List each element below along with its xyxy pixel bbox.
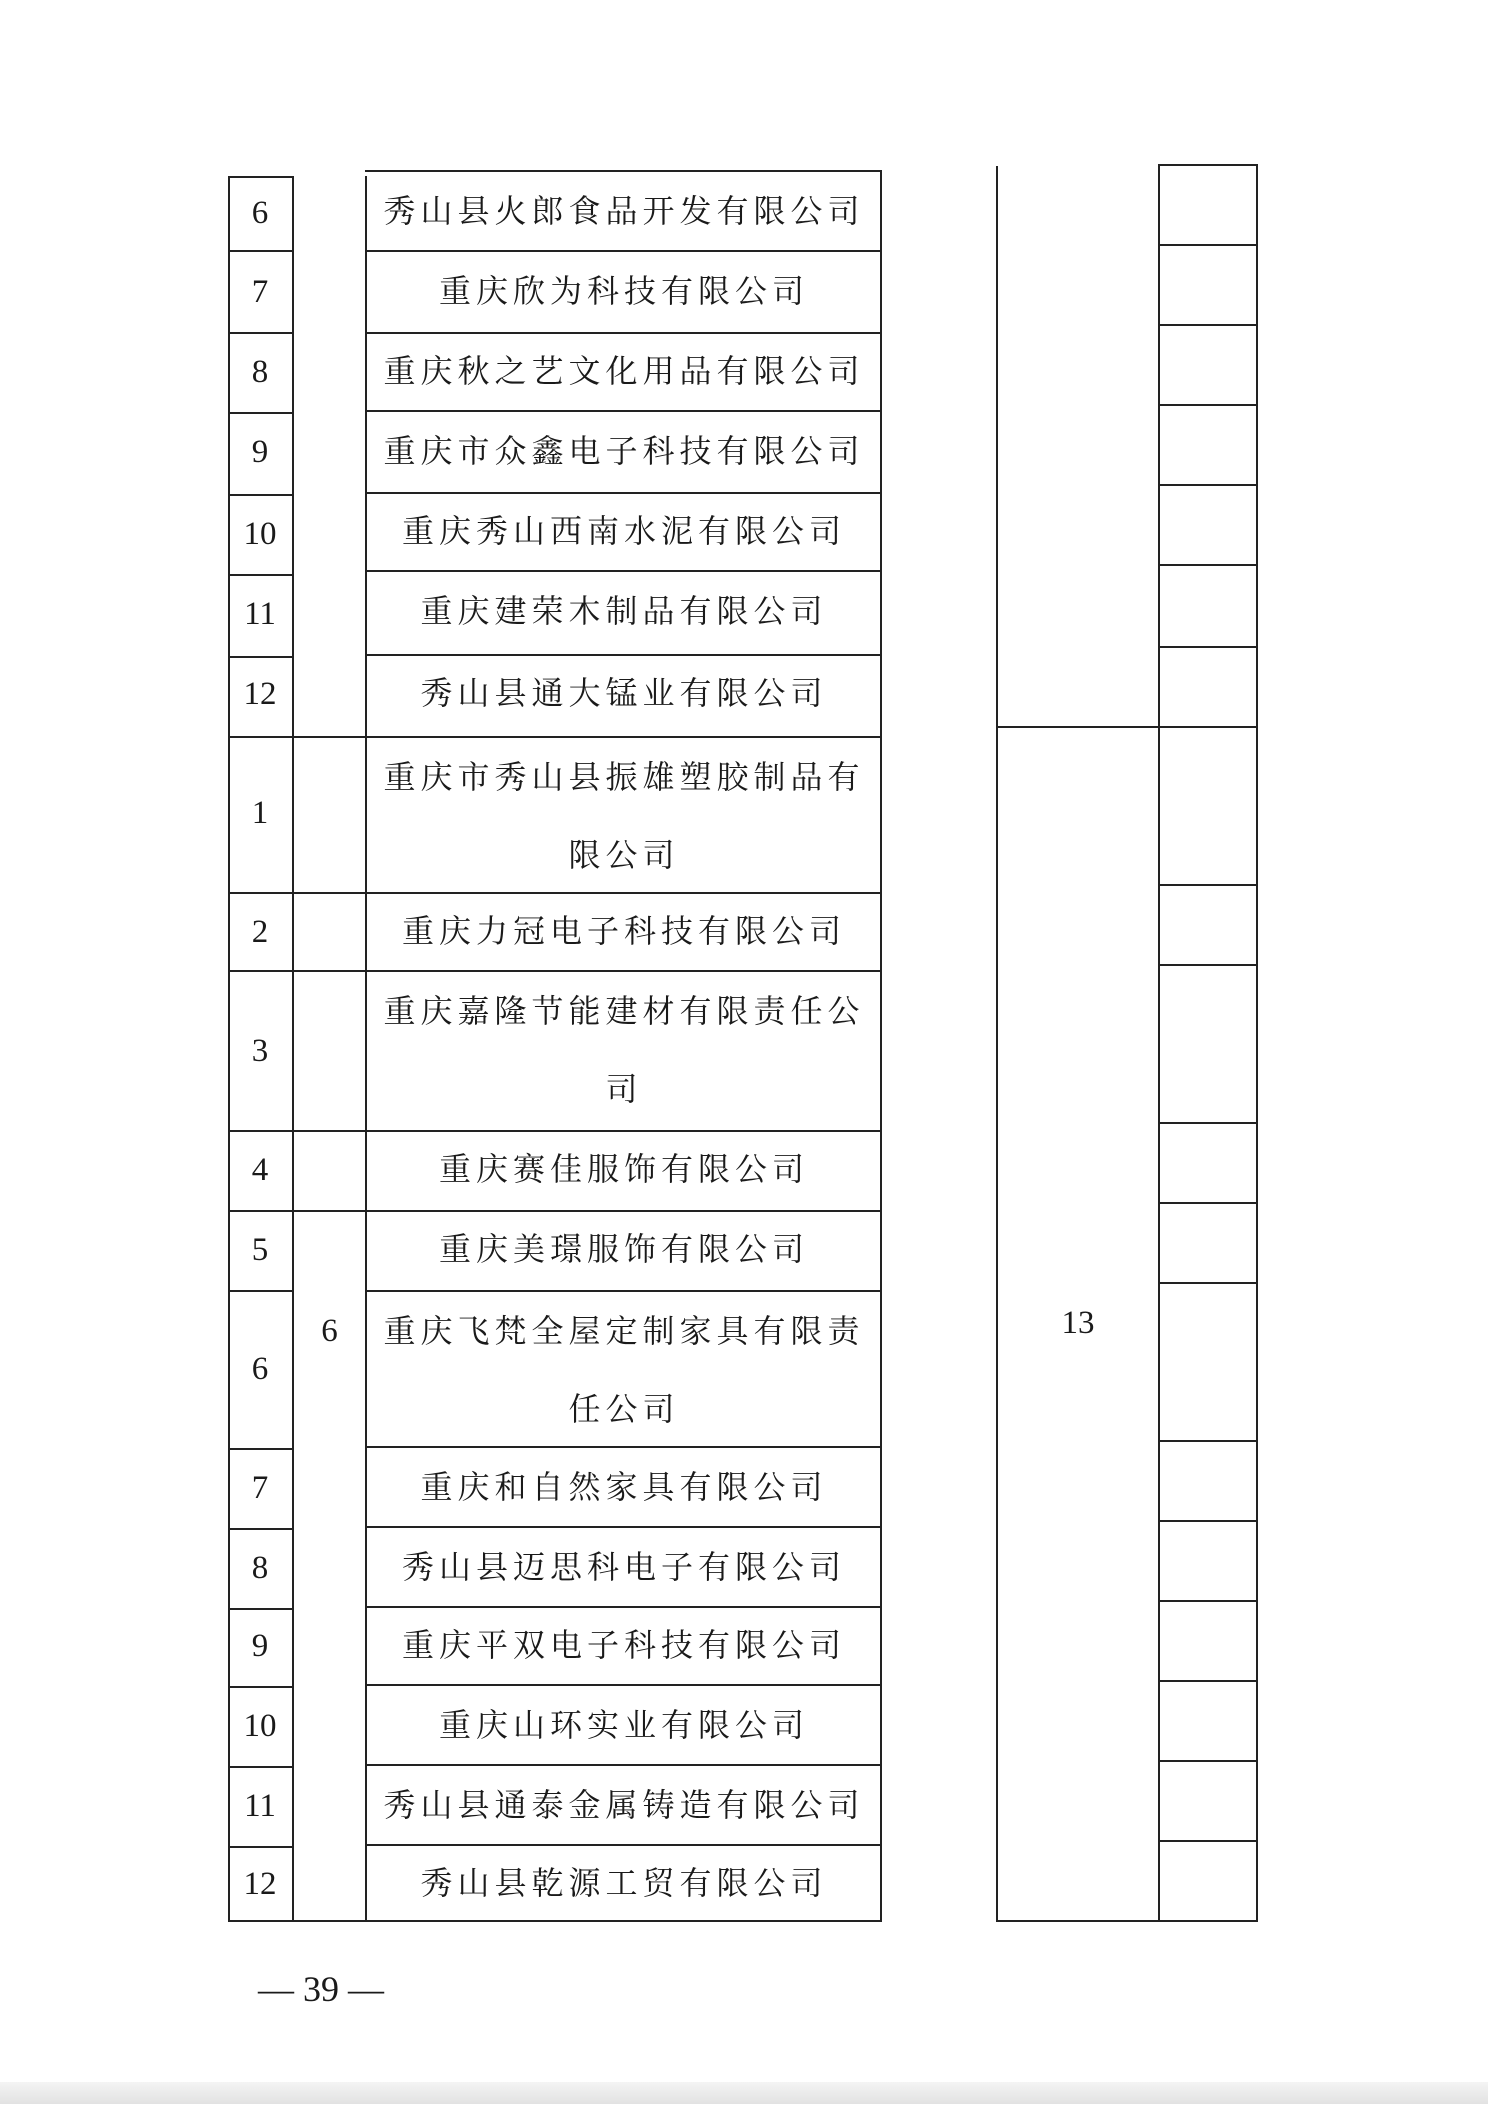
row-line: [228, 574, 294, 576]
row-line: [1158, 484, 1258, 486]
table-border-num: [292, 176, 294, 1922]
row-line: [228, 1448, 294, 1450]
company-name: 重庆飞梵全屋定制家具有限责任公司: [383, 1312, 865, 1428]
row-line: [1158, 244, 1258, 246]
row-line: [1158, 404, 1258, 406]
row-line: [1158, 884, 1258, 886]
batch-cell: 6: [321, 1313, 338, 1349]
count-cell: 13: [1061, 1305, 1095, 1341]
row-line: [228, 176, 294, 178]
row-number: 6: [251, 195, 269, 231]
row-line: [1158, 1122, 1258, 1124]
row-line: [1158, 1440, 1258, 1442]
row-number: 7: [251, 1470, 269, 1506]
row-number: 7: [251, 274, 269, 310]
row-line: [228, 1608, 294, 1610]
company-name: 秀山县火郎食品开发有限公司: [383, 192, 865, 230]
row-line: [228, 412, 294, 414]
scan-edge: [0, 2082, 1488, 2104]
row-number: 10: [243, 1708, 277, 1744]
row-number: 12: [243, 676, 277, 712]
company-name: 重庆市众鑫电子科技有限公司: [383, 432, 865, 470]
company-name: 重庆赛佳服饰有限公司: [438, 1150, 809, 1188]
row-line: [1158, 1840, 1258, 1842]
company-name: 重庆秋之艺文化用品有限公司: [383, 352, 865, 390]
row-number: 8: [251, 354, 269, 390]
table-border-name: [880, 170, 882, 1922]
row-line: [1158, 646, 1258, 648]
row-line: [228, 1290, 294, 1292]
row-line: [1158, 1600, 1258, 1602]
row-number: 3: [251, 1033, 269, 1069]
row-line: [1158, 964, 1258, 966]
row-number: 12: [243, 1866, 277, 1902]
row-line: [1158, 324, 1258, 326]
row-number: 4: [251, 1152, 269, 1188]
row-line: [228, 1766, 294, 1768]
table-border-right: [1256, 164, 1258, 1922]
row-line: [1158, 1680, 1258, 1682]
company-name: 重庆市秀山县振雄塑胶制品有限公司: [383, 758, 865, 874]
company-name: 重庆嘉隆节能建材有限责任公司: [383, 992, 865, 1108]
row-line: [1158, 1520, 1258, 1522]
row-line: [228, 656, 294, 658]
row-number: 1: [251, 795, 269, 831]
company-name: 秀山县迈思科电子有限公司: [401, 1548, 846, 1586]
row-number: 11: [244, 1788, 276, 1824]
table-border-count-right: [1158, 164, 1160, 1922]
row-line: [1158, 164, 1258, 166]
company-name: 秀山县乾源工贸有限公司: [420, 1864, 828, 1902]
row-line: [1158, 564, 1258, 566]
page-number: — 39 —: [258, 1969, 384, 2009]
company-name: 重庆建荣木制品有限公司: [420, 592, 828, 630]
row-line: [228, 332, 294, 334]
row-line: [1158, 1202, 1258, 1204]
company-name: 重庆美璟服饰有限公司: [438, 1230, 809, 1268]
row-line: [228, 250, 294, 252]
row-number: 8: [251, 1550, 269, 1586]
company-name: 重庆秀山西南水泥有限公司: [401, 512, 846, 550]
company-name: 重庆和自然家具有限公司: [420, 1468, 828, 1506]
row-line: [1158, 1760, 1258, 1762]
row-number: 11: [244, 596, 276, 632]
row-number: 10: [243, 516, 277, 552]
company-name: 重庆力冠电子科技有限公司: [401, 912, 846, 950]
company-name: 重庆山环实业有限公司: [438, 1706, 809, 1744]
row-number: 9: [251, 1628, 269, 1664]
company-name: 秀山县通泰金属铸造有限公司: [383, 1786, 865, 1824]
row-line: [228, 1846, 294, 1848]
table-border-count-left: [996, 166, 998, 1922]
row-line: [228, 1528, 294, 1530]
row-line: [1158, 1282, 1258, 1284]
company-name: 重庆欣为科技有限公司: [438, 272, 809, 310]
group-divider-right: [996, 726, 1258, 728]
row-line: [228, 494, 294, 496]
company-name: 秀山县通大锰业有限公司: [420, 674, 828, 712]
table-bottom-right: [996, 1920, 1258, 1922]
row-number: 9: [251, 434, 269, 470]
row-number: 5: [251, 1232, 269, 1268]
company-name: 重庆平双电子科技有限公司: [401, 1626, 846, 1664]
row-line: [228, 1686, 294, 1688]
row-number: 2: [251, 914, 269, 950]
row-number: 6: [251, 1351, 269, 1387]
table-border-batch: [365, 176, 367, 1922]
